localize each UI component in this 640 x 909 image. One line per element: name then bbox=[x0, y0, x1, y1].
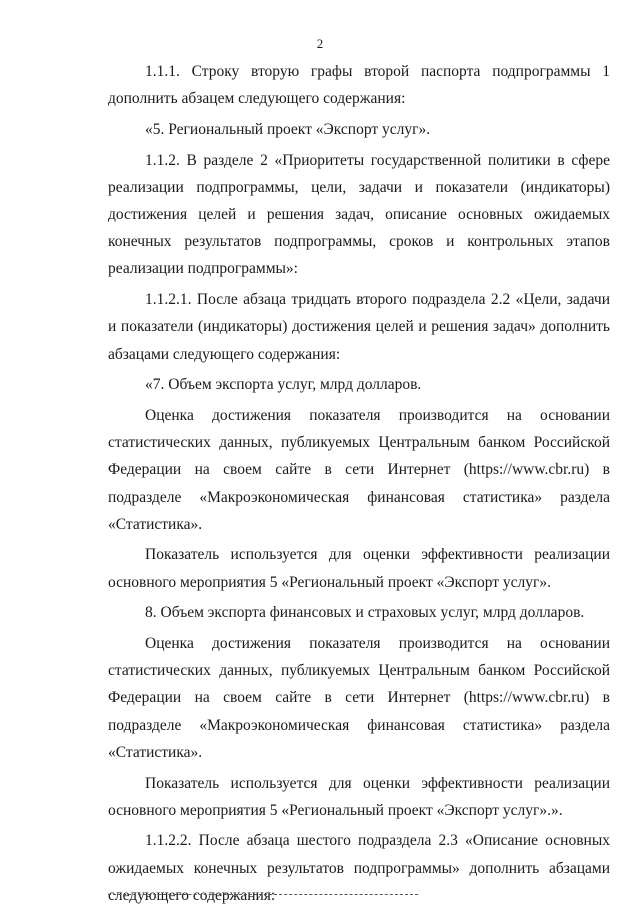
paragraph-assessment-8: Оценка достижения показателя производится на основании статистических данных, публикуемых Центральным банком Российской Федерации на своем сайте в сети Интернет (https://www.cbr.ru) в подразделе «Макроэкономическая финансовая статистика» раздела «Статистика». bbox=[108, 635, 610, 761]
paragraph-regional-project: «5. Региональный проект «Экспорт услуг». bbox=[145, 120, 431, 138]
paragraph-1-1-2-2: 1.1.2.2. После абзаца шестого подраздела 2.3 «Описание основных ожидаемых конечных результатов подпрограммы» дополнить абзацами следующего содержания: bbox=[108, 832, 610, 904]
paragraph-1-1-2: 1.1.2. В разделе 2 «Приоритеты государственной политики в сфере реализации подпрограммы, цели, задачи и показатели (индикаторы) достижения целей и решения задач, описание основных ожидаемых конечных результатов подпрограммы, сроков и контрольных этапов реализации подпрограммы»: bbox=[108, 151, 610, 278]
paragraph-usage-8: Показатель используется для оценки эффективности реализации основного мероприятия 5 «Региональный проект «Экспорт услуг».». bbox=[108, 774, 610, 819]
page-number: 2 bbox=[316, 36, 324, 51]
paragraph-item-8: 8. Объем экспорта финансовых и страховых услуг, млрд долларов. bbox=[145, 604, 585, 622]
footer-divider bbox=[108, 894, 418, 895]
paragraph-1-1-2-1: 1.1.2.1. После абзаца тридцать второго подраздела 2.2 «Цели, задачи и показатели (индикаторы) достижения целей и решения задач» дополнить абзацами следующего содержания: bbox=[108, 291, 610, 363]
paragraph-usage-7: Показатель используется для оценки эффективности реализации основного мероприятия 5 «Региональный проект «Экспорт услуг». bbox=[108, 546, 610, 591]
document-body bbox=[108, 58, 610, 909]
paragraph-1-1-1: 1.1.1. Строку вторую графы второй паспорта подпрограммы 1 дополнить абзацем следующего содержания: bbox=[108, 63, 610, 108]
paragraph-item-7: «7. Объем экспорта услуг, млрд долларов. bbox=[145, 376, 422, 394]
paragraph-assessment-7: Оценка достижения показателя производится на основании статистических данных, публикуемых Центральным банком Российской Федерации на своем сайте в сети Интернет (https://www.cbr.ru) в подразделе «Макроэкономическая финансовая статистика» раздела «Статистика». bbox=[108, 406, 610, 533]
